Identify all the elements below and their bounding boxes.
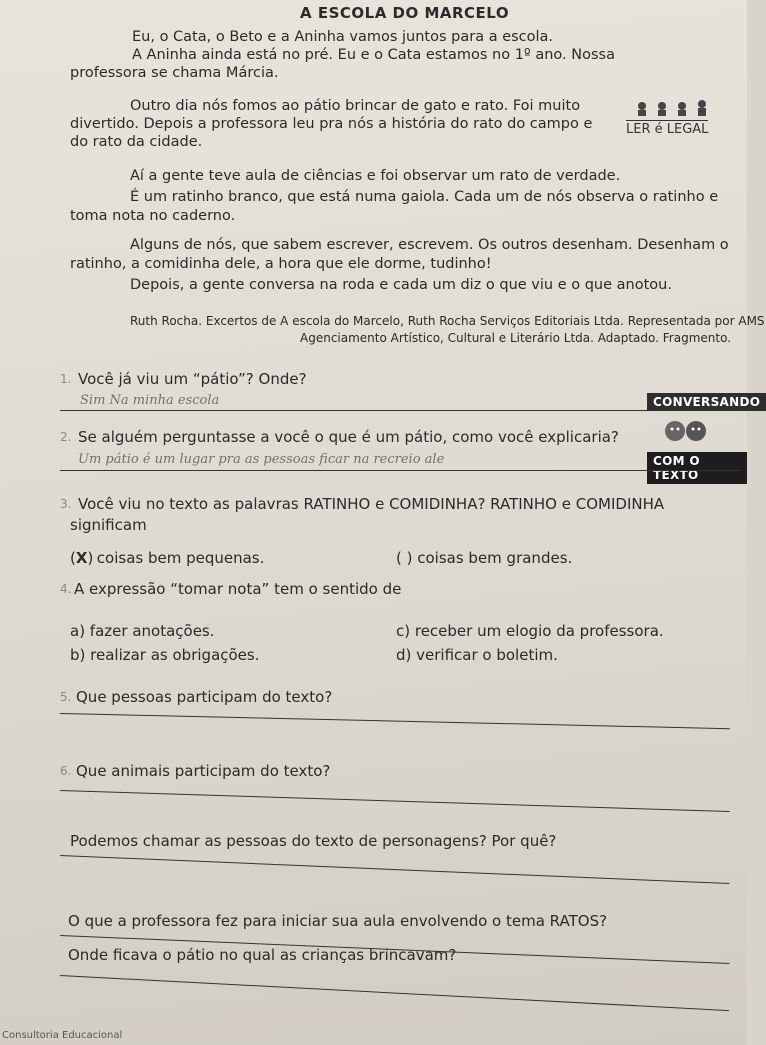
question-6: Que animais participam do texto? <box>76 762 331 780</box>
source-credit: Agenciamento Artístico, Cultural e Literário Ltda. Adaptado. Fragmento. <box>300 331 732 345</box>
question-number: 1. <box>60 372 72 386</box>
answer-line <box>60 975 729 1011</box>
question-number: 3. <box>60 497 72 511</box>
kids-talking-icon <box>660 415 710 453</box>
question-7: Podemos chamar as pessoas do texto de personagens? Por quê? <box>70 832 557 850</box>
option-a[interactable]: a) fazer anotações. <box>70 622 215 640</box>
question-3: Você viu no texto as palavras RATINHO e COMIDINHA? RATINHO e COMIDINHA <box>78 495 665 513</box>
option-small-things[interactable]: (X) coisas bem pequenas. <box>70 549 265 567</box>
story-line: do rato da cidade. <box>70 134 203 150</box>
question-9: Onde ficava o pátio no qual as crianças brincavam? <box>68 946 457 964</box>
story-line: Depois, a gente conversa na roda e cada um diz o que viu e o que anotou. <box>130 277 672 293</box>
story-line: toma nota no caderno. <box>70 208 236 224</box>
option-big-things[interactable]: ( ) coisas bem grandes. <box>396 549 573 567</box>
answer-line <box>60 790 730 812</box>
story-line: Eu, o Cata, o Beto e a Aninha vamos juntos para a escola. <box>132 29 554 45</box>
answer-line <box>60 855 729 884</box>
children-reading-icon <box>632 96 712 118</box>
story-line: ratinho, a comidinha dele, a hora que ele dorme, tudinho! <box>70 256 492 272</box>
story-line: Outro dia nós fomos ao pátio brincar de gato e rato. Foi muito <box>130 98 581 114</box>
source-credit: Ruth Rocha. Excertos de A escola do Marcelo, Ruth Rocha Serviços Editoriais Ltda. Representada por AMS <box>130 314 765 328</box>
com-o-texto-badge: COM O TEXTO <box>647 452 747 484</box>
question-5: Que pessoas participam do texto? <box>76 688 333 706</box>
question-number: 6. <box>60 764 72 778</box>
footer-credit: Consultoria Educacional <box>2 1030 123 1041</box>
story-line: divertido. Depois a professora leu pra nós a história do rato do campo e <box>70 116 593 132</box>
option-d[interactable]: d) verificar o boletim. <box>396 646 558 664</box>
checkbox-marked[interactable]: (X) <box>70 549 94 567</box>
question-2: Se alguém perguntasse a você o que é um pátio, como você explicaria? <box>78 428 619 446</box>
question-1: Você já viu um “pátio”? Onde? <box>78 370 307 388</box>
story-line: Alguns de nós, que sabem escrever, escrevem. Os outros desenham. Desenham o <box>130 237 729 253</box>
question-3-cont: significam <box>70 516 147 534</box>
answer-line <box>60 713 730 729</box>
answer-2: Um pátio é um lugar pra as pessoas ficar na recreio ale <box>78 452 445 467</box>
story-line: Aí a gente teve aula de ciências e foi observar um rato de verdade. <box>130 168 621 184</box>
page-title: A ESCOLA DO MARCELO <box>300 4 510 22</box>
question-number: 5. <box>60 690 72 704</box>
answer-line <box>60 410 650 411</box>
answer-1: Sim Na minha escola <box>80 393 220 408</box>
question-number: 2. <box>60 430 72 444</box>
answer-line <box>60 470 740 471</box>
question-4: A expressão “tomar nota” tem o sentido de <box>74 580 402 598</box>
option-b[interactable]: b) realizar as obrigações. <box>70 646 260 664</box>
story-line: A Aninha ainda está no pré. Eu e o Cata estamos no 1º ano. Nossa <box>132 47 615 63</box>
ler-e-legal-badge: LER é LEGAL <box>626 122 709 137</box>
story-line: É um ratinho branco, que está numa gaiola. Cada um de nós observa o ratinho e <box>130 189 719 205</box>
conversando-badge: CONVERSANDO <box>647 393 766 411</box>
question-number: 4. <box>60 582 72 596</box>
story-line: professora se chama Márcia. <box>70 65 279 81</box>
question-8: O que a professora fez para iniciar sua aula envolvendo o tema RATOS? <box>68 912 608 930</box>
option-c[interactable]: c) receber um elogio da professora. <box>396 622 664 640</box>
